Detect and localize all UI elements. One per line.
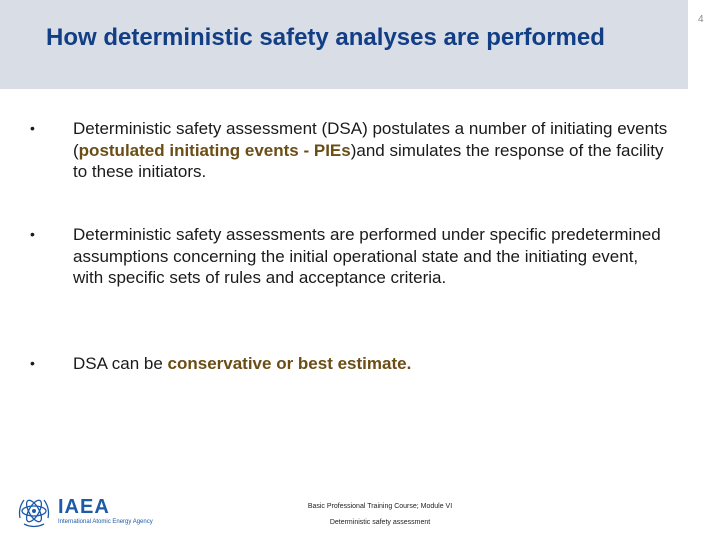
logo-wordmark: IAEA (58, 496, 110, 518)
footer-course: Basic Professional Training Course; Module VI (307, 503, 453, 510)
bullet-marker: • (30, 120, 35, 136)
bullet-highlight-pies: postulated initiating events - PIEs (78, 140, 351, 160)
bullet-text-before: DSA can be (73, 354, 168, 373)
bullet-text: Deterministic safety assessments are performed under specific predetermined assumptions concerning the initial operational state and the initiating event, with specific sets of rules and acceptance criteria. (73, 225, 661, 287)
logo-subtitle: International Atomic Energy Agency (58, 519, 153, 525)
bullet-highlight-approach: conservative or best estimate (167, 354, 407, 373)
bullet-item-pie (30, 118, 670, 183)
slide-title: How deterministic safety analyses are performed (46, 24, 605, 51)
bullet-text-after: . (406, 354, 412, 373)
bullet-marker: • (30, 355, 35, 371)
bullet-text (73, 118, 670, 183)
iaea-logo (16, 494, 166, 530)
bullet-text (73, 353, 670, 375)
page-number: 4 (698, 14, 704, 25)
footer-topic: Deterministic safety assessment (329, 519, 431, 526)
bullet-item-dsa-approach (30, 353, 670, 375)
bullet-item-assumptions (30, 224, 670, 289)
iaea-emblem-icon (16, 494, 52, 530)
bullet-marker: • (30, 226, 35, 242)
bullet-text-after: )and simulates the response of the facility to these initiators. (73, 140, 664, 181)
bullet-text-before: Deterministic safety assessment (DSA) postulates a number of initiating events ( (73, 119, 668, 160)
